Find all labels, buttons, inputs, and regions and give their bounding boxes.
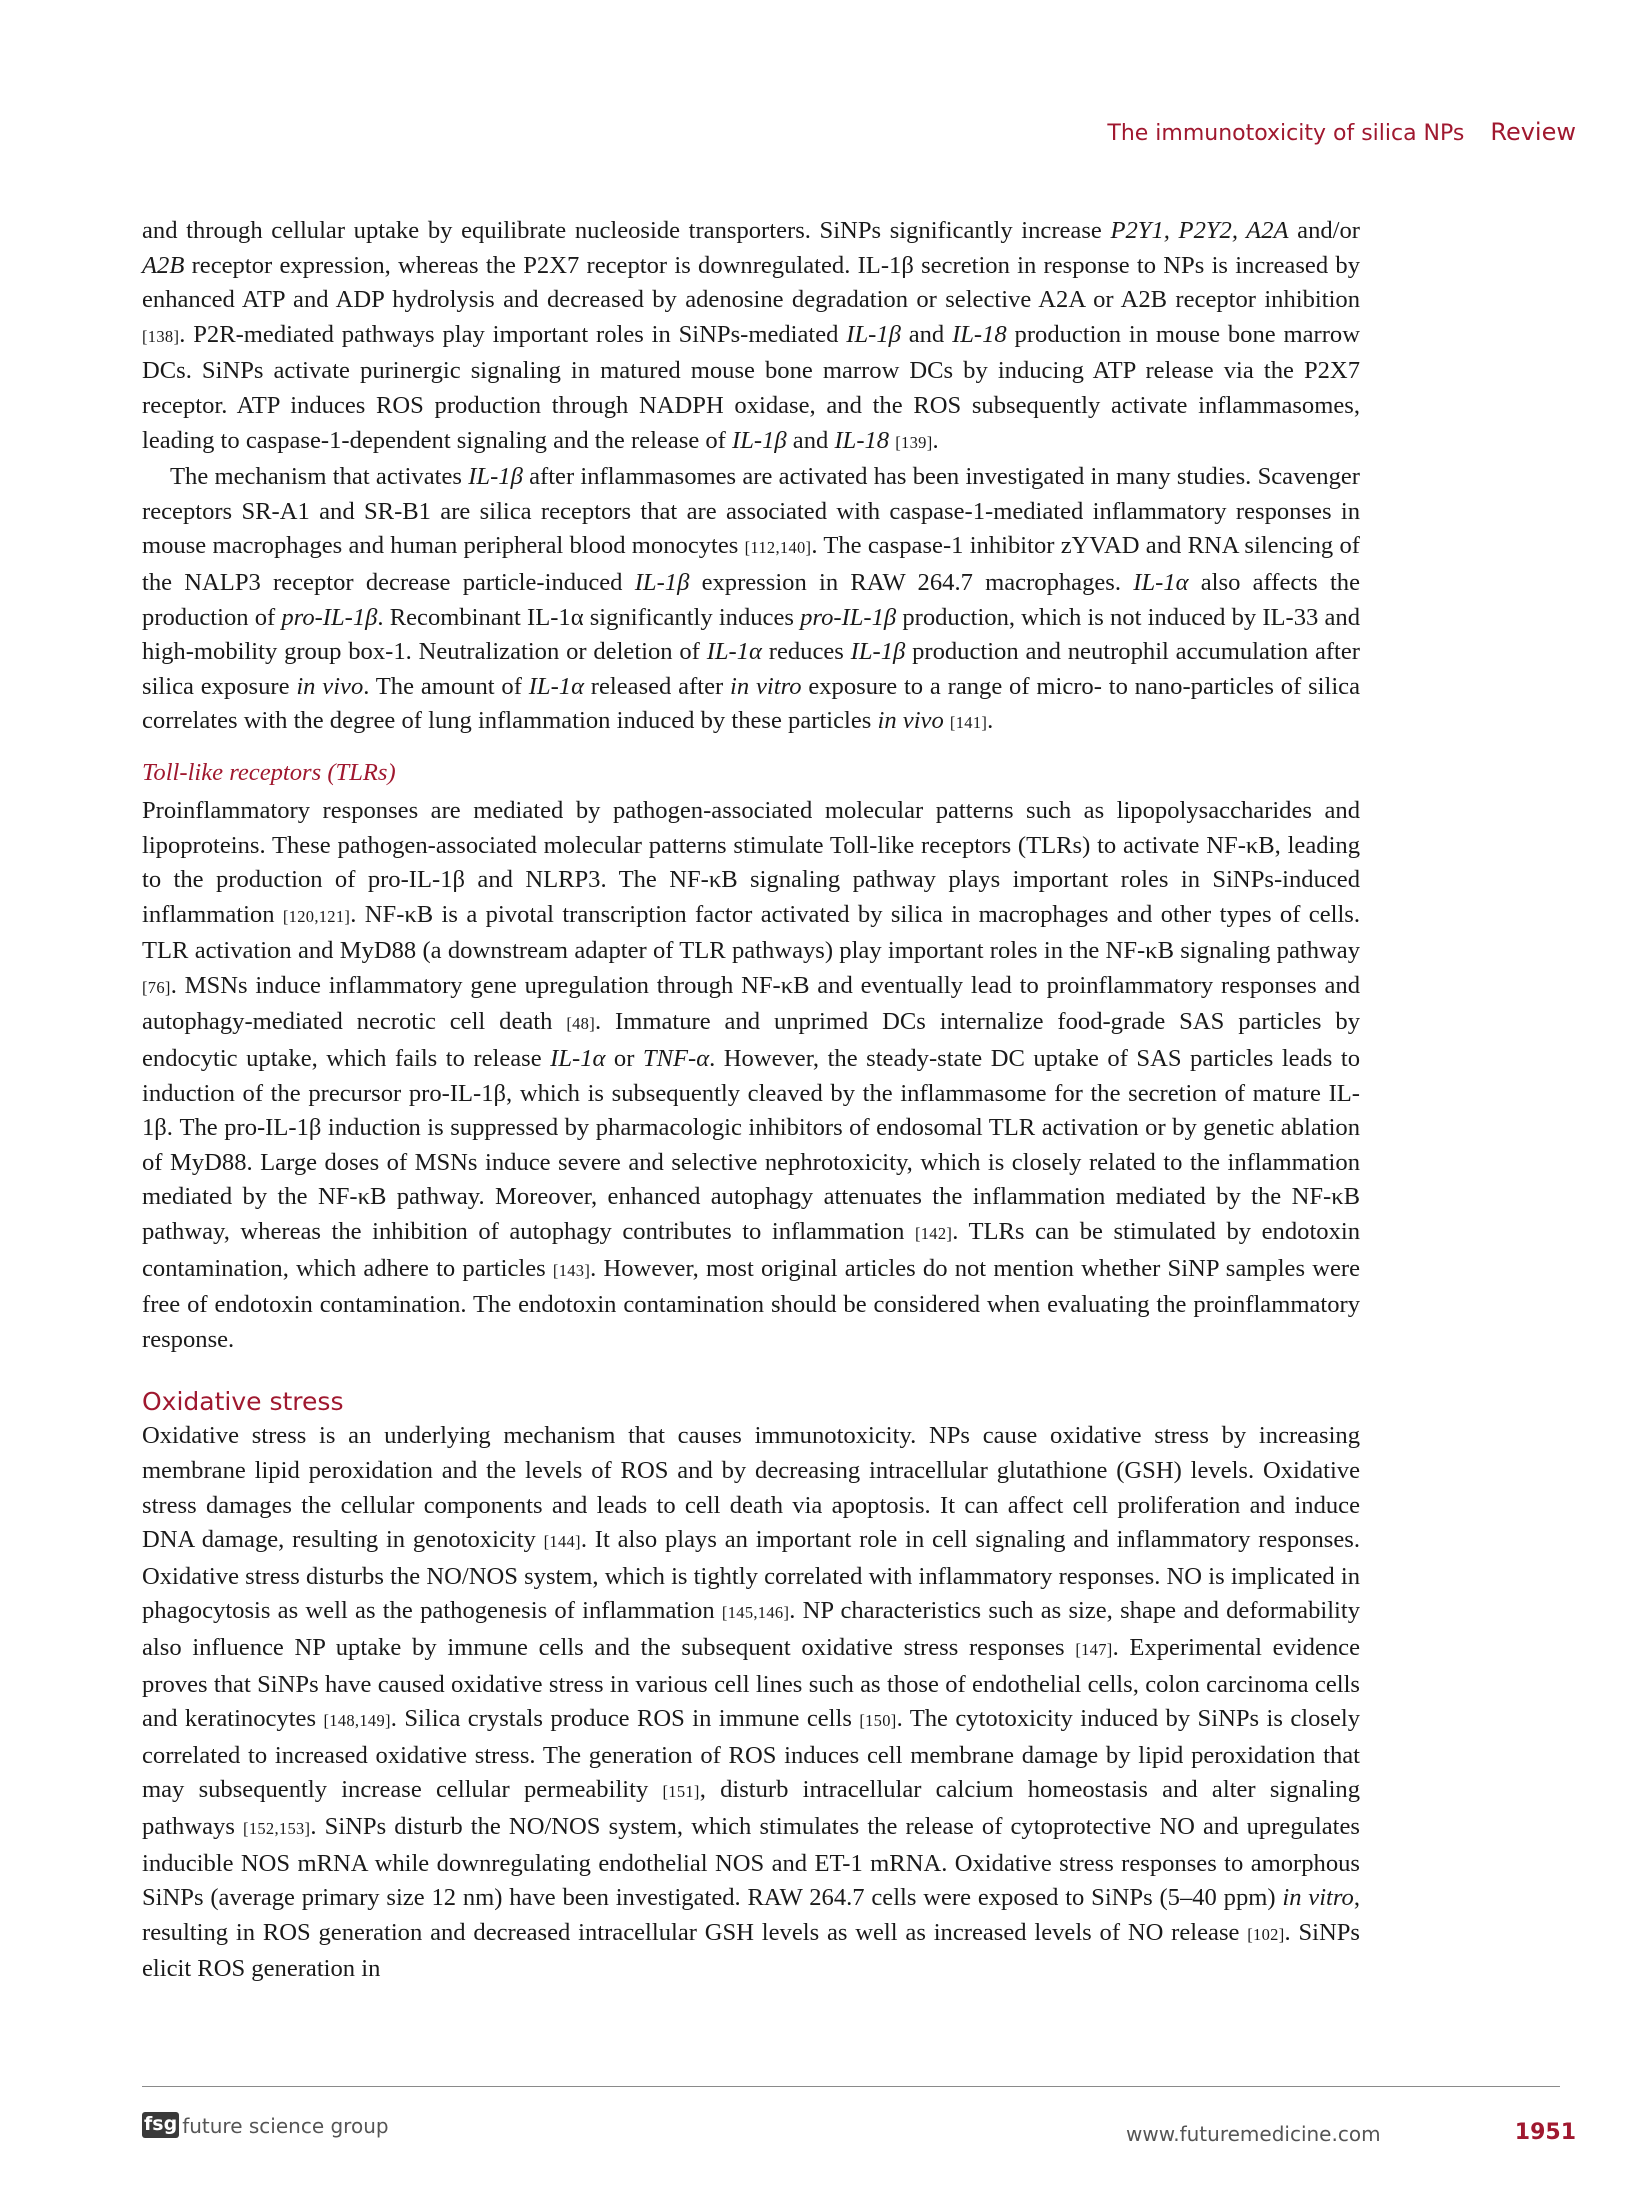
citation: [152,153] [243,1818,311,1838]
citation: [147] [1075,1639,1113,1659]
citation: [141] [949,713,988,733]
article-type: Review [1490,118,1576,146]
citation: [139] [895,432,933,452]
publisher-branding [142,2112,389,2138]
running-title: The immunotoxicity of silica NPs [1107,121,1465,146]
citation: [148,149] [323,1711,391,1731]
journal-url[interactable]: www.futuremedicine.com [1126,2122,1381,2146]
article-body [142,214,1360,1987]
publisher-name: future science group [182,2114,389,2138]
citation: [151] [662,1782,700,1802]
citation: [120,121] [282,906,351,926]
paragraph-il1b-mechanism: The mechanism that activates IL-1β after inflammasomes are activated has been investigated in many studies. Scavenger receptors SR-A1 and SR-B1 are silica receptors that are associated with caspase-1-mediated inflammatory responses in mouse macrophages and human peripheral blood monocytes [112,140]. The caspase-1 inhibitor zYVAD and RNA silencing of the NALP3 receptor decrease particle-induced IL-1β expression in RAW 264.7 macrophages. IL-1α also affects the production of pro-IL-1β. Recombinant IL-1α significantly induces pro-IL-1β production, which is not induced by IL-33 and high-mobility group box-1. Neutralization or deletion of IL-1α reduces IL-1β production and neutrophil accumulation after silica exposure in vivo. The amount of IL-1α released after in vitro exposure to a range of micro- to nano-particles of silica correlates with the degree of lung inflammation induced by these particles in vivo [141]. [142,463,1360,735]
citation: [138] [142,326,180,346]
subsection-heading-tlr: Toll-like receptors (TLRs) [142,758,396,786]
section-heading-oxidative-stress: Oxidative stress [142,1387,344,1417]
fsg-logo: fsg [142,2112,179,2138]
citation: [142] [914,1224,953,1244]
page-number: 1951 [1514,2120,1576,2145]
citation: [76] [142,977,171,997]
citation: [144] [543,1532,581,1552]
citation: [143] [552,1260,591,1280]
running-head [1107,118,1576,146]
citation: [48] [566,1014,596,1034]
paragraph-tlr: Proinflammatory responses are mediated by pathogen-associated molecular patterns such as lipopolysaccharides and lipoproteins. These pathogen-associated molecular patterns stimulate Toll-like receptors (TLRs) to activate NF-κB, leading to the production of pro-IL-1β and NLRP3. The NF-κB signaling pathway plays important roles in SiNPs-induced inflammation [120,121]. NF-κB is a pivotal transcription factor activated by silica in macrophages and other types of cells. TLR activation and MyD88 (a downstream adapter of TLR pathways) play important roles in the NF-κB signaling pathway [76]. MSNs induce inflammatory gene upregulation through NF-κB and eventually lead to proinflammatory responses and autophagy-mediated necrotic cell death [48]. Immature and unprimed DCs internalize food-grade SAS particles by endocytic uptake, which fails to release IL-1α or TNF-α. However, the steady-state DC uptake of SAS particles leads to induction of the precursor pro-IL-1β, which is subsequently cleaved by the inflammasome for the secretion of mature IL-1β. The pro-IL-1β induction is suppressed by pharmacologic inhibitors of endosomal TLR activation or by genetic ablation of MyD88. Large doses of MSNs induce severe and selective nephrotoxicity, which is closely related to the inflammation mediated by the NF-κB pathway. Moreover, enhanced autophagy attenuates the inflammation mediated by the NF-κB pathway, whereas the inhibition of autophagy contributes to inflammation [142]. TLRs can be stimulated by endotoxin contamination, which adhere to particles [143]. However, most original articles do not mention whether SiNP samples were free of endotoxin contamination. The endotoxin contamination should be considered when evaluating the proinflammatory response. [142,796,1360,1353]
citation: [145,146] [721,1603,790,1623]
footer-divider [142,2086,1560,2087]
paragraph-oxidative-stress: Oxidative stress is an underlying mechanism that causes immunotoxicity. NPs cause oxidative stress by increasing membrane lipid peroxidation and the levels of ROS and by decreasing intracellular glutathione (GSH) levels. Oxidative stress damages the cellular components and leads to cell death via apoptosis. It can affect cell proliferation and induce DNA damage, resulting in genotoxicity [144]. It also plays an important role in cell signaling and inflammatory responses. Oxidative stress disturbs the NO/NOS system, which is tightly correlated with inflammatory responses. NO is implicated in phagocytosis as well as the pathogenesis of inflammation [145,146]. NP characteristics such as size, shape and deformability also influence NP uptake by immune cells and the subsequent oxidative stress responses [147]. Experimental evidence proves that SiNPs have caused oxidative stress in various cell lines such as those of endothelial cells, colon carcinoma cells and keratinocytes [148,149]. Silica crystals produce ROS in immune cells [150]. The cytotoxicity induced by SiNPs is closely correlated to increased oxidative stress. The generation of ROS induces cell membrane damage by lipid peroxidation that may subsequently increase cellular permeability [151], disturb intracellular calcium homeostasis and alter signaling pathways [152,153]. SiNPs disturb the NO/NOS system, which stimulates the release of cytoprotective NO and upregulates inducible NOS mRNA while downregulating endothelial NOS and ET-1 mRNA. Oxidative stress responses to amorphous SiNPs (average primary size 12 nm) have been investigated. RAW 264.7 cells were exposed to SiNPs (5–40 ppm) in vitro, resulting in ROS generation and decreased intracellular GSH levels as well as increased levels of NO release [102]. SiNPs elicit ROS generation in [142,1422,1360,1983]
citation: [112,140] [744,538,812,558]
paragraph-purinergic: and through cellular uptake by equilibrate nucleoside transporters. SiNPs significantly increase P2Y1, P2Y2, A2A and/or A2B receptor expression, whereas the P2X7 receptor is downregulated. IL-1β secretion in response to NPs is increased by enhanced ATP and ADP hydrolysis and decreased by adenosine degradation or selective A2A or A2B receptor inhibition [138]. P2R-mediated pathways play important roles in SiNPs-mediated IL-1β and IL-18 production in mouse bone marrow DCs. SiNPs activate purinergic signaling in matured mouse bone marrow DCs by inducing ATP release via the P2X7 receptor. ATP induces ROS production through NADPH oxidase, and the ROS subsequently activate inflammasomes, leading to caspase-1-dependent signaling and the release of IL-1β and IL-18 [139]. [142,217,1360,454]
citation: [150] [859,1711,897,1731]
citation: [102] [1247,1924,1285,1944]
